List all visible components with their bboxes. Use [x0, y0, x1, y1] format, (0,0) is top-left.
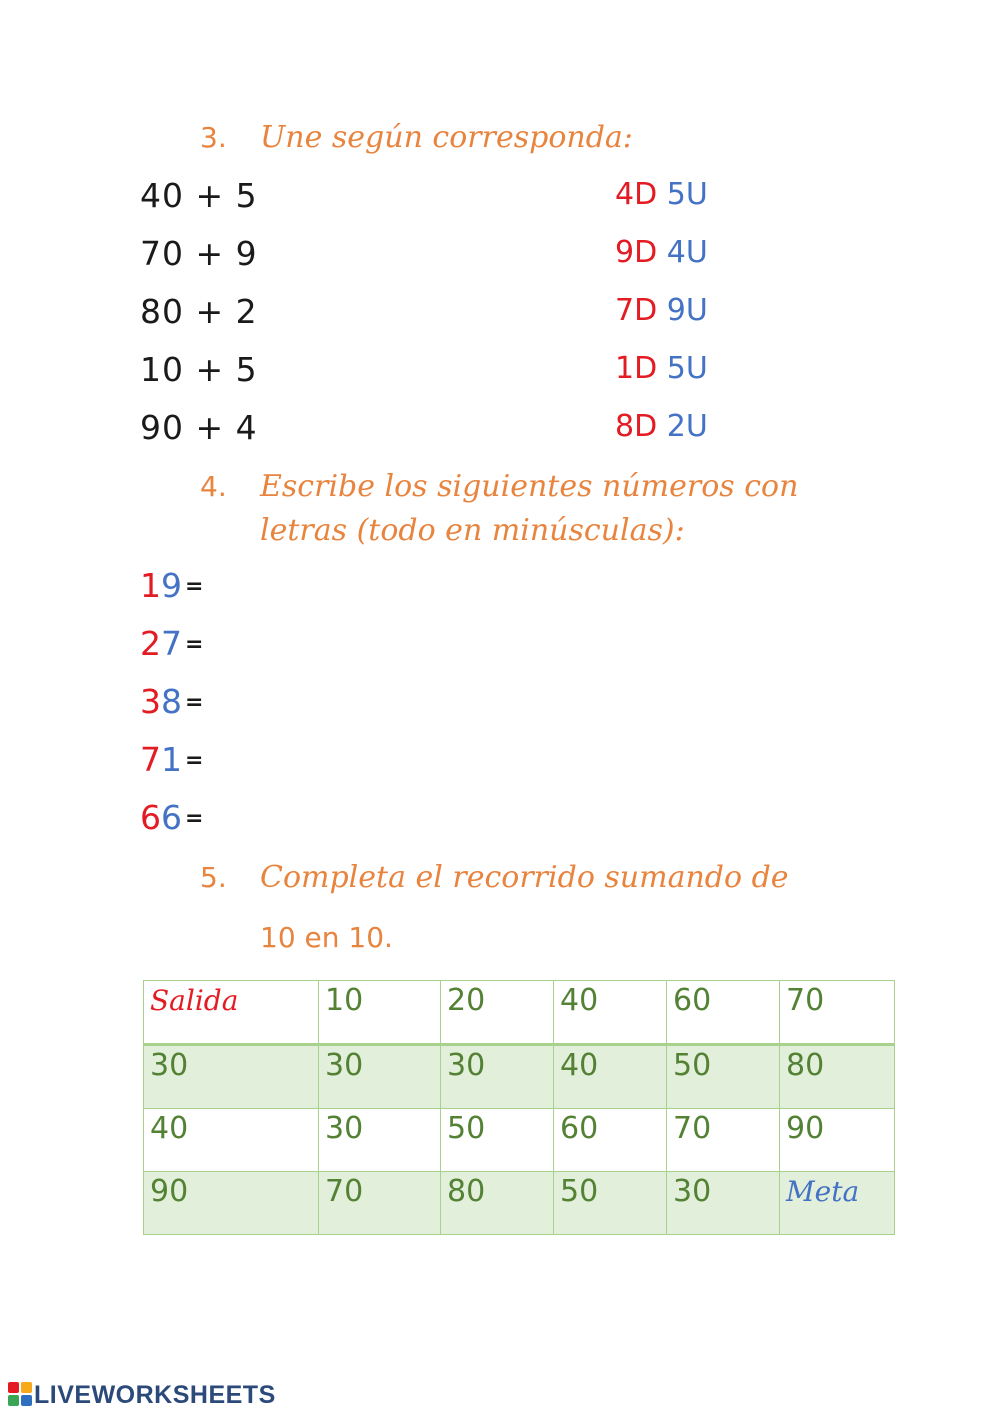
number-tens: 7: [140, 740, 161, 779]
decomp-units: 4U: [666, 235, 708, 270]
decomp-units: 2U: [666, 409, 708, 444]
section-4-number: 4.: [200, 470, 227, 503]
grid-cell[interactable]: 30: [144, 1045, 319, 1109]
grid-cell[interactable]: 70: [780, 981, 895, 1045]
equals-sign: =: [185, 632, 204, 657]
grid-cell[interactable]: 50: [667, 1045, 780, 1109]
grid-cell[interactable]: 70: [667, 1109, 780, 1172]
liveworksheets-logo-text: LIVEWORKSHEETS: [34, 1381, 276, 1409]
number-tens: 2: [140, 624, 161, 663]
grid-row-4: [144, 1172, 895, 1235]
grid-cell-goal[interactable]: Meta: [780, 1172, 895, 1235]
grid-row-2: [144, 1045, 895, 1109]
number-tens: 6: [140, 798, 161, 837]
section-3-title: Une según corresponda:: [260, 120, 633, 155]
grid-cell[interactable]: 80: [441, 1172, 554, 1235]
route-grid: [143, 980, 895, 1235]
grid-row-3: [144, 1109, 895, 1172]
section-4-title-line1: Escribe los siguientes números con: [260, 469, 799, 504]
section-3-number: 3.: [200, 121, 227, 154]
section-5-heading: [200, 856, 900, 966]
grid-cell[interactable]: 40: [144, 1109, 319, 1172]
decomp-tens: 1D: [615, 351, 658, 386]
decomp-5[interactable]: [615, 409, 708, 444]
grid-cell[interactable]: 60: [667, 981, 780, 1045]
decomp-tens: 9D: [615, 235, 658, 270]
equals-sign: =: [185, 806, 204, 831]
decomp-units: 5U: [666, 351, 708, 386]
decomp-4[interactable]: [615, 351, 708, 386]
number-units: 9: [161, 566, 182, 605]
number-units: 7: [161, 624, 182, 663]
grid-cell[interactable]: 30: [441, 1045, 554, 1109]
decomp-tens: 7D: [615, 293, 658, 328]
section-5-title-line1: Completa el recorrido sumando de: [260, 860, 789, 895]
section-5-number: 5.: [200, 861, 227, 894]
number-units: 1: [161, 740, 182, 779]
decomp-units: 9U: [666, 293, 708, 328]
decomp-tens: 4D: [615, 177, 658, 212]
grid-cell[interactable]: 30: [667, 1172, 780, 1235]
decomp-2[interactable]: [615, 235, 708, 270]
section-4-heading: [200, 465, 900, 553]
section-3-heading: [200, 116, 800, 160]
sum-2: 70 + 9: [140, 234, 258, 273]
grid-cell-start[interactable]: Salida: [144, 981, 319, 1045]
grid-cell[interactable]: 30: [319, 1045, 441, 1109]
grid-cell[interactable]: 40: [554, 981, 667, 1045]
equals-sign: =: [185, 574, 204, 599]
number-row-2[interactable]: [140, 624, 203, 663]
number-row-5[interactable]: [140, 798, 203, 837]
grid-cell[interactable]: 90: [780, 1109, 895, 1172]
decomp-3[interactable]: [615, 293, 708, 328]
grid-cell[interactable]: 10: [319, 981, 441, 1045]
grid-cell[interactable]: 40: [554, 1045, 667, 1109]
decomp-1[interactable]: [615, 177, 708, 212]
grid-cell[interactable]: 60: [554, 1109, 667, 1172]
grid-cell[interactable]: 50: [441, 1109, 554, 1172]
number-units: 8: [161, 682, 182, 721]
grid-cell[interactable]: 50: [554, 1172, 667, 1235]
liveworksheets-logo-icon: [8, 1382, 32, 1406]
grid-cell[interactable]: 20: [441, 981, 554, 1045]
sum-4: 10 + 5: [140, 350, 258, 389]
section-5-title-line2: 10 en 10.: [260, 921, 393, 954]
sum-5: 90 + 4: [140, 408, 258, 447]
decomp-tens: 8D: [615, 409, 658, 444]
sum-3: 80 + 2: [140, 292, 258, 331]
number-units: 6: [161, 798, 182, 837]
equals-sign: =: [185, 690, 204, 715]
liveworksheets-logo[interactable]: [8, 1380, 276, 1410]
number-tens: 3: [140, 682, 161, 721]
section-4-title-line2: letras (todo en minúsculas):: [260, 513, 685, 548]
equals-sign: =: [185, 748, 204, 773]
number-row-3[interactable]: [140, 682, 203, 721]
number-tens: 1: [140, 566, 161, 605]
grid-row-1: [144, 981, 895, 1045]
number-row-1[interactable]: [140, 566, 203, 605]
grid-cell[interactable]: 30: [319, 1109, 441, 1172]
grid-cell[interactable]: 80: [780, 1045, 895, 1109]
number-row-4[interactable]: [140, 740, 203, 779]
decomp-units: 5U: [666, 177, 708, 212]
grid-cell[interactable]: 70: [319, 1172, 441, 1235]
sum-1: 40 + 5: [140, 176, 258, 215]
grid-cell[interactable]: 90: [144, 1172, 319, 1235]
